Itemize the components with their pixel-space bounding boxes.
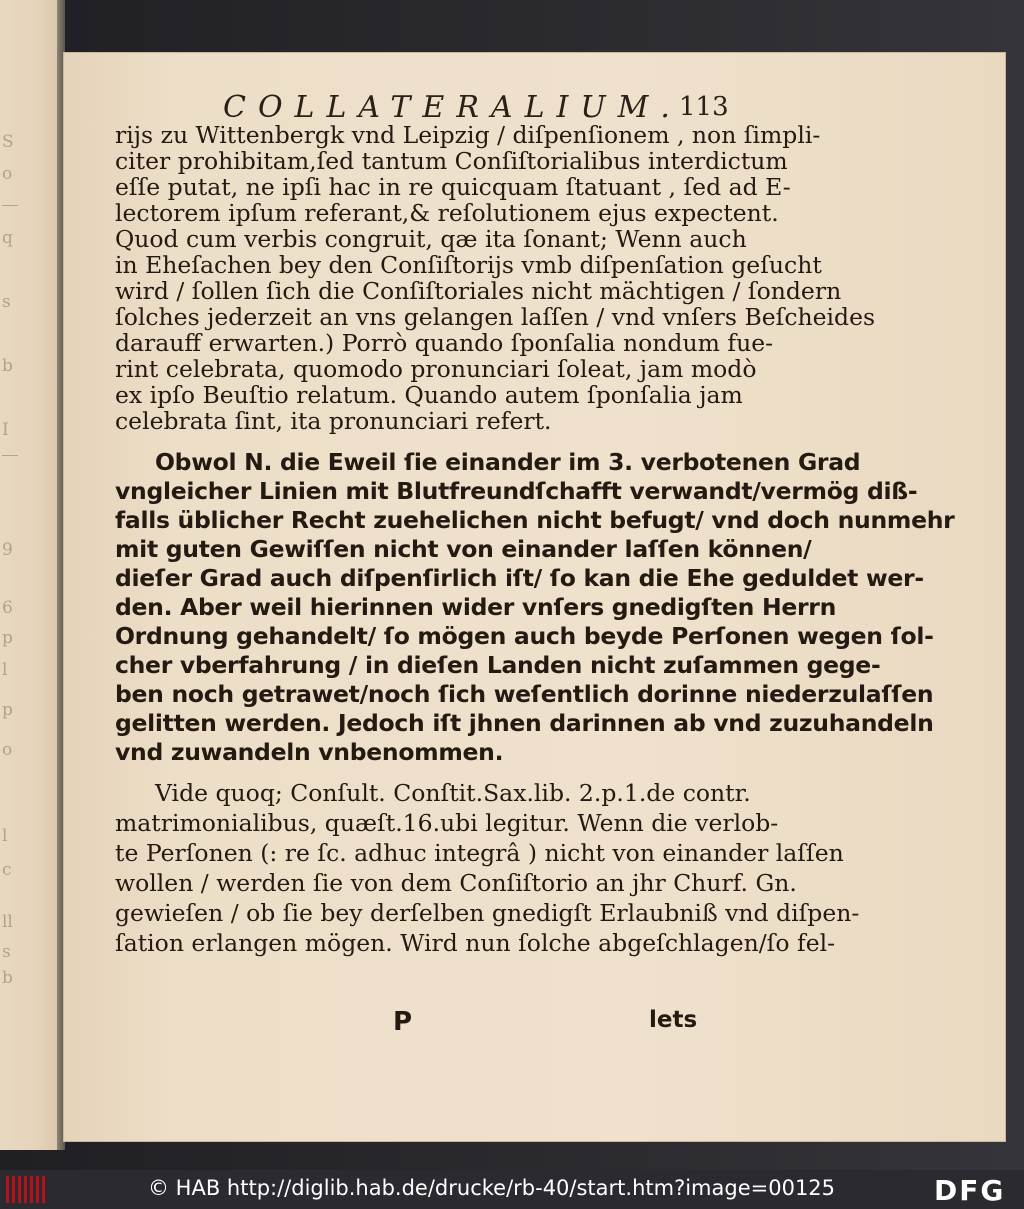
text-line: citer prohibitam,ſed tantum Conſiſtorialibus interdictum xyxy=(115,147,788,175)
text-line: cher vberfahrung / in dieſen Landen nicht zuſammen gege- xyxy=(115,651,881,679)
text-line: ben noch getrawet/noch ſich weſentlich dorinne niederzulaſſen xyxy=(115,680,934,708)
text-line: darauff erwarten.) Porrò quando ſponſalia nondum fue- xyxy=(115,329,774,357)
facing-page-fragment: c xyxy=(2,860,12,880)
signature-mark: P xyxy=(393,1007,413,1037)
facing-page-fragment: s xyxy=(2,942,11,962)
text-line: Ordnung gehandelt/ ſo mögen auch beyde Perſonen wegen ſol- xyxy=(115,622,934,650)
facing-page-fragment: S xyxy=(2,132,14,152)
text-line: Quod cum verbis congruit, qæ ita ſonant; Wenn auch xyxy=(115,225,747,253)
facing-page-fragment: ll xyxy=(2,912,13,932)
facing-page-fragment: l xyxy=(2,826,8,846)
text-line: in Eheſachen bey den Conſiſtorijs vmb diſpenſation geſucht xyxy=(115,251,822,279)
facing-page-fragment: p xyxy=(2,700,13,720)
facing-page-fragment: o xyxy=(2,740,13,760)
text-line: ſolches jederzeit an vns gelangen laſſen / vnd vnſers Beſcheides xyxy=(115,303,876,331)
credit-bar xyxy=(0,1170,1024,1209)
facing-page-fragment: b xyxy=(2,968,13,988)
facing-page-mark xyxy=(2,455,18,456)
facing-page-fragment: b xyxy=(2,356,13,376)
facing-page-edge xyxy=(0,0,61,1150)
book-page xyxy=(63,52,1006,1142)
facing-page-fragment: s xyxy=(2,292,11,312)
hab-logo xyxy=(6,1176,46,1203)
text-line: rijs zu Wittenbergk vnd Leipzig / diſpenſionem , non ſimpli- xyxy=(115,121,821,149)
facing-page-mark xyxy=(2,205,18,206)
catchword: lets xyxy=(649,1007,698,1033)
facing-page-fragment: q xyxy=(2,228,13,248)
text-line: lectorem ipſum referant,& reſolutionem ejus expectent. xyxy=(115,199,779,227)
text-line: te Perſonen (: re ſc. adhuc integrâ ) nicht von einander laſſen xyxy=(115,839,844,867)
dfg-logo: DFG xyxy=(934,1174,1006,1207)
text-line: falls üblicher Recht zuehelichen nicht befugt/ vnd doch nunmehr xyxy=(115,506,955,534)
facing-page-fragment: I xyxy=(2,420,9,440)
text-line: wollen / werden ſie von dem Conſiſtorio an jhr Churf. Gn. xyxy=(115,869,797,897)
text-line: vnd zuwandeln vnbenommen. xyxy=(115,738,504,766)
facing-page-fragment: o xyxy=(2,164,13,184)
text-line: wird / ſollen ſich die Conſiſtoriales nicht mächtigen / ſondern xyxy=(115,277,842,305)
text-line: matrimonialibus, quæſt.16.ubi legitur. Wenn die verlob- xyxy=(115,809,779,837)
facing-page-fragment: 6 xyxy=(2,598,13,618)
facing-page-fragment: p xyxy=(2,628,13,648)
text-line: Obwol N. die Eweil ſie einander im 3. verbotenen Grad xyxy=(155,448,861,476)
text-line: celebrata ſint, ita pronunciari refert. xyxy=(115,407,552,435)
text-line: mit guten Gewiſſen nicht von einander laſſen können/ xyxy=(115,535,812,563)
text-line: den. Aber weil hierinnen wider vnſers gnedigſten Herrn xyxy=(115,593,837,621)
page-number: 113 xyxy=(679,92,729,122)
running-head: COLLATERALIUM. xyxy=(223,90,682,125)
text-line: vngleicher Linien mit Blutfreundſchafft verwandt/vermög diß- xyxy=(115,477,918,505)
facing-page-fragment: l xyxy=(2,660,8,680)
text-line: Vide quoq; Conſult. Conſtit.Sax.lib. 2.p.1.de contr. xyxy=(155,779,751,807)
text-line: gelitten werden. Jedoch iſt jhnen darinnen ab vnd zuzuhandeln xyxy=(115,709,934,737)
facing-page-fragment: 9 xyxy=(2,540,13,560)
text-line: ex ipſo Beuſtio relatum. Quando autem ſponſalia jam xyxy=(115,381,743,409)
text-line: dieſer Grad auch diſpenſirlich iſt/ ſo kan die Ehe geduldet wer- xyxy=(115,564,924,592)
text-line: ſation erlangen mögen. Wird nun ſolche abgeſchlagen/ſo fel- xyxy=(115,929,836,957)
text-line: gewieſen / ob ſie bey derſelben gnedigſt Erlaubniß vnd diſpen- xyxy=(115,899,860,927)
credit-link[interactable]: © HAB http://diglib.hab.de/drucke/rb-40/start.htm?image=00125 xyxy=(148,1176,836,1200)
text-line: rint celebrata, quomodo pronunciari ſoleat, jam modò xyxy=(115,355,757,383)
text-line: eſſe putat, ne ipſi hac in re quicquam ſtatuant , ſed ad E- xyxy=(115,173,791,201)
